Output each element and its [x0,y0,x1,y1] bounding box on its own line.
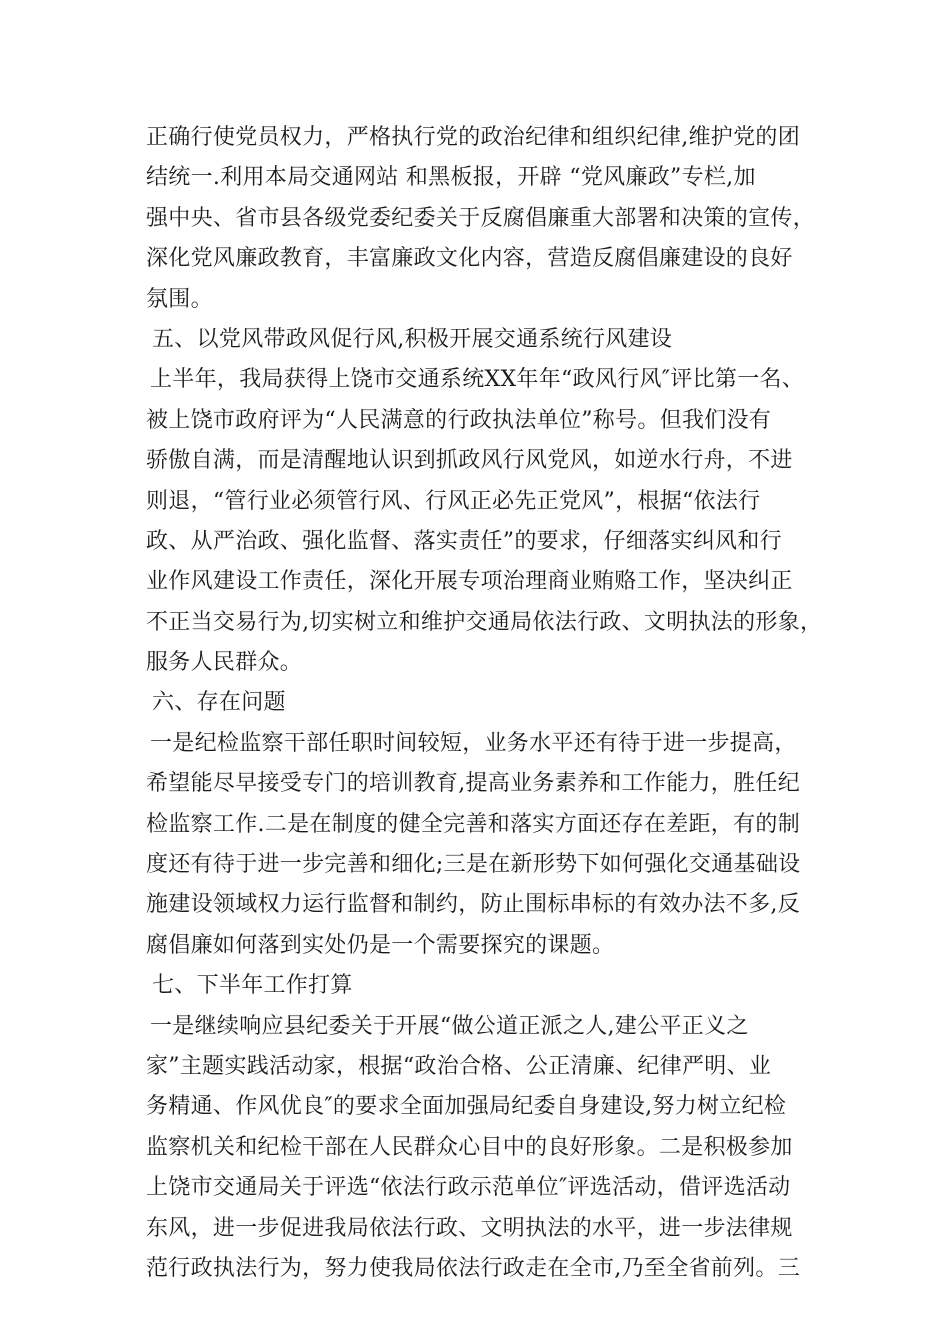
document-body [146,118,826,1289]
body-line: 东风，进一步促进我局依法行政、文明执法的水平，进一步法律规 [146,1215,793,1241]
body-line: 一是继续响应县纪委关于开展“做公道正派之人,建公平正义之 [150,1013,749,1039]
body-line: 结统一.利用本局交通网站 和黑板报，开辟 “党风廉政”专栏,加 [146,165,756,191]
body-line: 腐倡廉如何落到实处仍是一个需要探究的课题。 [146,932,615,958]
section-heading: 六、存在问题 [152,690,286,716]
body-line: 监察机关和纪检干部在人民群众心目中的良好形象。二是积极参加 [146,1134,793,1160]
body-line: 务精通、作风优良″的要求全面加强局纪委自身建设,努力树立纪检 [146,1094,787,1120]
body-line: 不正当交易行为,切实树立和维护交通局依法行政、文明执法的形象， [146,609,823,635]
body-line: 一是纪检监察干部任职时间较短，业务水平还有待于进一步提高， [150,730,797,756]
body-line: 政、从严治政、强化监督、落实责任”的要求，仔细落实纠风和行 [146,528,782,554]
body-line: 度还有待于进一步完善和细化;三是在新形势下如何强化交通基础设 [146,852,801,878]
body-line: 希望能尽早接受专门的培训教育,提高业务素养和工作能力，胜任纪 [146,771,800,797]
body-line: 施建设领域权力运行监督和制约，防止围标串标的有效办法不多,反 [146,892,800,918]
body-line: 服务人民群众。 [146,650,303,676]
body-line: 业作风建设工作责任，深化开展专项治理商业贿赂工作，坚决纠正 [146,569,793,595]
section-heading: 五、以党风带政风促行风,积极开展交通系统行风建设 [152,326,673,352]
body-line: 被上饶市政府评为“人民满意的行政执法单位”称号。但我们没有 [146,407,772,433]
body-line: 则退，“管行业必须管行风、行风正必先正党风”，根据“依法行 [146,488,761,514]
body-line: 强中央、省市县各级党委纪委关于反腐倡廉重大部署和决策的宣传， [146,205,816,231]
body-line: 骄傲自满，而是清醒地认识到抓政风行风党风，如逆水行舟，不进 [146,448,793,474]
body-line: 深化党风廉政教育，丰富廉政文化内容，营造反腐倡廉建设的良好 [146,246,793,272]
body-line: 上饶市交通局关于评选“依法行政示范单位″评选活动，借评选活动 [146,1175,791,1201]
body-line: 正确行使党员权力，严格执行党的政治纪律和组织纪律,维护党的团 [146,125,800,150]
body-line: 家”主题实践活动家，根据“政治合格、公正清廉、纪律严明、业 [146,1053,772,1079]
body-line: 氛围。 [146,286,213,312]
body-line: 范行政执法行为，努力使我局依法行政走在全市,乃至全省前列。三 [146,1255,800,1281]
body-line: 上半年，我局获得上饶市交通系统XX年年“政风行风″评比第一名、 [150,367,805,393]
body-line: 检监察工作.二是在制度的健全完善和落实方面还存在差距，有的制 [146,811,800,837]
section-heading: 七、下半年工作打算 [152,973,353,999]
